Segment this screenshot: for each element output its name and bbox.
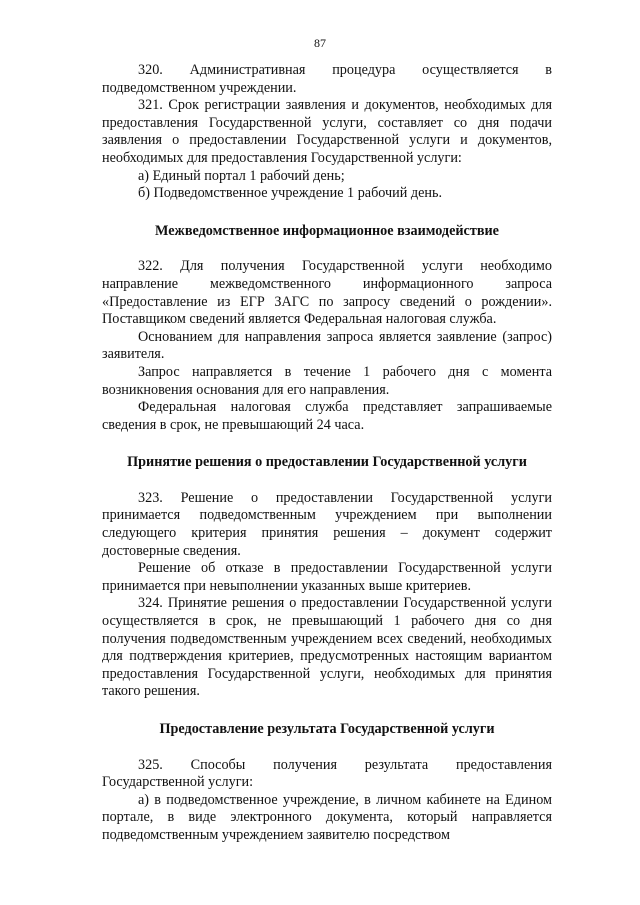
paragraph-325: 325. Способы получения результата предоставления Государственной услуги: [102,756,552,791]
paragraph-320: 320. Административная процедура осуществляется в подведомственном учреждении. [102,62,552,96]
paragraph-request-timing: Запрос направляется в течение 1 рабочего дня с момента возникновения основания для его направления. [102,363,552,398]
paragraph-322: 322. Для получения Государственной услуги необходимо направление межведомственного информационного запроса «Предоставление из ЕГР ЗАГС по запросу сведений о рождении». Поставщиком сведений является Федеральная налоговая служба. [102,258,552,328]
page-number: 87 [314,36,326,50]
paragraph-321: 321. Срок регистрации заявления и документов, необходимых для предоставления Государственной услуги, составляет со дня подачи заявления о предоставлении Государственной услуги и документов, необходимых для предоставления Государственной услуги: [102,97,552,166]
paragraph-refusal: Решение об отказе в предоставлении Государственной услуги принимается при невыполнении указанных выше критериев. [102,560,552,594]
paragraph-basis: Основанием для направления запроса является заявление (запрос) заявителя. [102,328,552,363]
list-item-a: а) Единый портал 1 рабочий день; [138,167,345,184]
section-heading-decision: Принятие решения о предоставлении Государственной услуги [127,454,527,471]
list-item-325a: а) в подведомственное учреждение, в личном кабинете на Едином портале, в виде электронного документа, который направляется подведомственным учреждением заявителю посредством [102,791,552,843]
paragraph-324: 324. Принятие решения о предоставлении Государственной услуги осуществляется в срок, не превышающий 1 рабочего дня со дня получения подведомственным учреждением всех сведений, необходимых для подтверждения критериев, предусмотренных настоящим вариантом предоставления Государственной услуги, необходимых для принятия такого решения. [102,595,552,700]
list-item-b: б) Подведомственное учреждение 1 рабочий день. [138,185,443,202]
paragraph-tax-service: Федеральная налоговая служба представляет запрашиваемые сведения в срок, не превышающий 24 часа. [102,399,552,433]
section-heading-result: Предоставление результата Государственной услуги [159,721,495,737]
section-heading-interagency: Межведомственное информационное взаимодействие [155,222,499,239]
paragraph-323: 323. Решение о предоставлении Государственной услуги принимается подведомственным учреждением при выполнении следующего критерия принятия решения – документ содержит достоверные сведения. [102,489,552,559]
document-body [102,62,552,845]
